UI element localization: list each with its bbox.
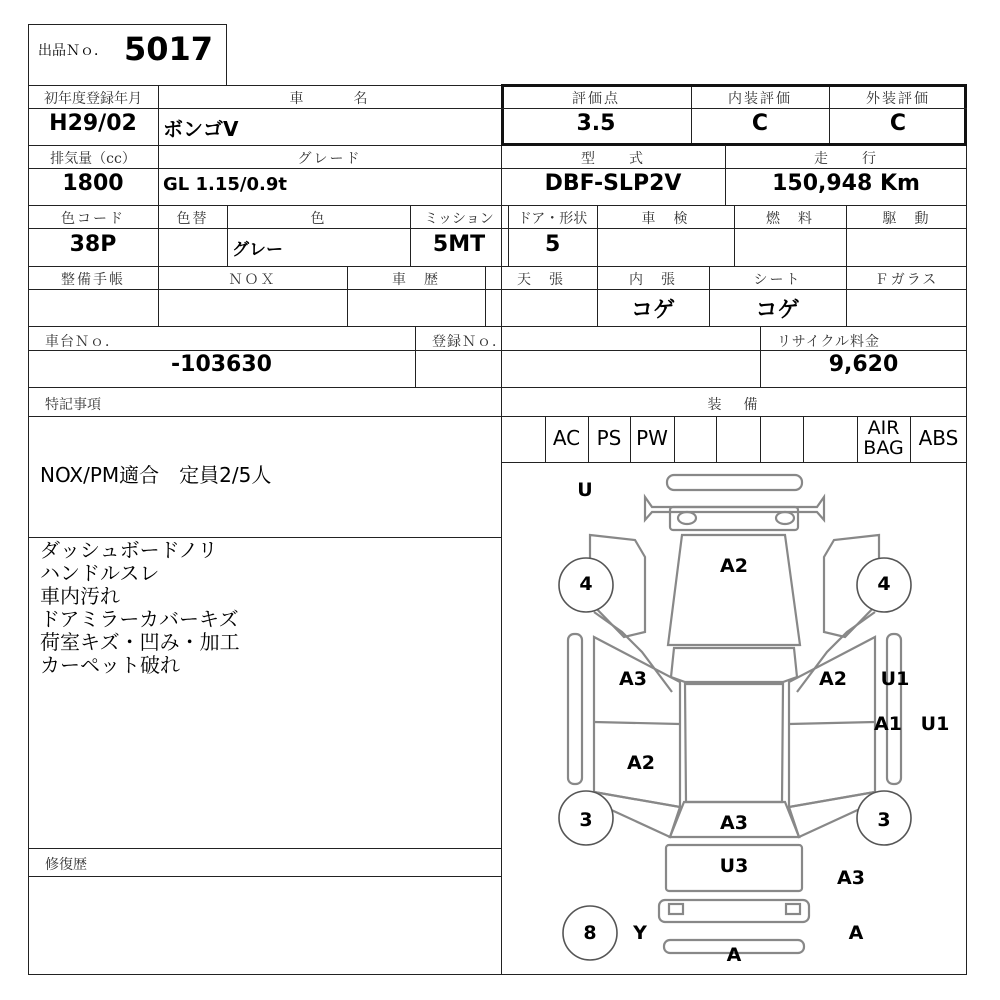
notes-line1: NOX/PM適合 定員2/5人 (40, 463, 272, 487)
equipment-pw: PW (636, 426, 668, 450)
damage-mark: A1 (874, 713, 902, 735)
lot-label: 出品Ｎｏ． (38, 43, 108, 59)
exterior-score-label: 外装評価 (866, 91, 930, 107)
roof-label: 天 張 (517, 272, 565, 288)
repair-history-title: 修復歴 (45, 857, 87, 873)
first-reg-value: H29/02 (49, 111, 137, 136)
interior-score-label: 内装評価 (728, 91, 792, 107)
damage-mark: A3 (720, 812, 748, 834)
score-label: 評価点 (572, 91, 620, 107)
damage-mark: U1 (880, 668, 910, 690)
mission-label: ミッション (424, 211, 494, 227)
color-code-label: 色コード (61, 211, 125, 227)
chassis-value: -103630 (171, 352, 272, 377)
recycle-label: リサイクル料金 (777, 334, 881, 350)
equipment-ps: PS (596, 426, 622, 450)
notes-line: ダッシュボードノリ (40, 538, 218, 562)
model-label: 型 式 (581, 151, 645, 167)
notes-line: ドアミラーカバーキズ (40, 607, 239, 631)
grade-label: グレード (297, 151, 362, 167)
damage-mark: A (726, 944, 742, 966)
interior-value: コゲ (630, 298, 675, 323)
notes-line: 荷室キズ・凹み・加工 (40, 630, 240, 654)
displacement-value: 1800 (62, 171, 124, 196)
registration-label: 登録Ｎｏ． (432, 334, 507, 350)
door-label: ドア・形状 (517, 211, 588, 227)
mileage-label: 走 行 (814, 151, 878, 167)
equipment-airbag: AIR BAG (863, 417, 904, 459)
color-code-value: 38P (69, 232, 117, 257)
equipment-ac: AC (552, 426, 581, 450)
interior-label: 内 張 (629, 272, 677, 288)
exterior-score-value: C (889, 111, 907, 136)
color-change-label: 色替 (176, 211, 209, 227)
door-value: 5 (545, 232, 561, 257)
equipment-title: 装 備 (707, 397, 762, 413)
notes-title: 特記事項 (45, 397, 101, 413)
damage-mark: A3 (619, 668, 647, 690)
notes-line: 車内汚れ (40, 584, 120, 608)
wheel-mark: 8 (583, 922, 597, 944)
damage-mark: U1 (920, 713, 950, 735)
interior-score-value: C (751, 111, 769, 136)
mission-value: 5MT (432, 232, 486, 257)
wheel-mark: 4 (877, 573, 891, 595)
lot-number: 5017 (124, 30, 214, 68)
damage-mark: A2 (819, 668, 847, 690)
grade-value: GL 1.15/0.9t (163, 174, 287, 195)
wheel-mark: 3 (579, 809, 593, 831)
damage-mark: U3 (719, 855, 749, 877)
fglass-label: Ｆガラス (874, 272, 939, 288)
inspection-label: 車 検 (641, 211, 690, 227)
notes-line: ハンドルスレ (40, 561, 160, 585)
nox-label: ＮＯＸ (228, 272, 277, 288)
wheel-mark: 4 (579, 573, 593, 595)
damage-mark: U (577, 479, 593, 501)
car-name-label: 車 名 (289, 91, 370, 107)
first-reg-label: 初年度登録年月 (44, 91, 142, 107)
maintenance-label: 整備手帳 (61, 272, 125, 288)
score-value: 3.5 (576, 111, 616, 136)
fuel-label: 燃 料 (766, 211, 814, 227)
chassis-label: 車台Ｎｏ． (45, 334, 120, 350)
damage-mark: A (848, 922, 864, 944)
recycle-value: 9,620 (828, 352, 899, 377)
mileage-value: 150,948 Km (772, 171, 920, 196)
displacement-label: 排気量（cc） (50, 151, 136, 167)
car-name-value: ボンゴV (163, 117, 239, 141)
damage-mark: A2 (720, 555, 748, 577)
damage-mark: A3 (837, 867, 865, 889)
damage-mark: A2 (627, 752, 655, 774)
history-label: 車 歴 (392, 272, 440, 288)
color-label: 色 (310, 211, 327, 227)
damage-mark: Y (633, 922, 647, 944)
drive-label: 駆 動 (882, 211, 931, 227)
equipment-abs: ABS (918, 426, 959, 450)
notes-line: カーペット破れ (40, 653, 180, 677)
wheel-mark: 3 (877, 809, 891, 831)
seat-label: シート (753, 272, 802, 288)
model-value: DBF-SLP2V (544, 171, 682, 196)
color-value: グレー (232, 240, 283, 260)
seat-value: コゲ (755, 298, 800, 323)
